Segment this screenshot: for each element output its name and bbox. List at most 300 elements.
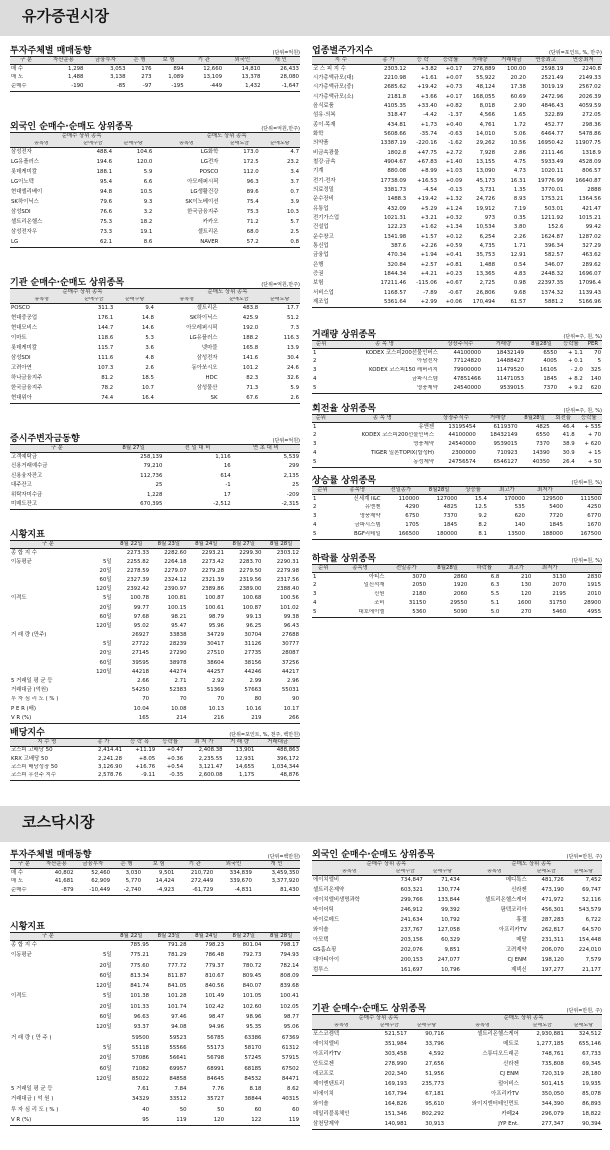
table-cell [10,585,86,594]
table-row [10,705,300,714]
table-cell: 289.62 [582,261,601,268]
table-cell: 4.83 [513,271,526,278]
table-cell: 4846.43 [541,102,564,109]
table-cell: 2.99 [249,678,262,685]
table-cell: +16.53 [417,177,438,184]
kospi-sector-index-section [312,44,602,308]
table-cell: 56641 [169,1055,187,1062]
table-cell [10,1043,86,1053]
table-cell: 501,415 [541,1080,564,1087]
table-cell: 154,448 [578,936,601,943]
column-header: 순매수량 [408,1023,445,1030]
table-row [10,188,300,198]
table-cell: +0.32 [445,214,463,221]
table-cell: 4955 [567,609,602,618]
table-cell: 전기·전자 [313,177,336,184]
table-cell: 27510 [206,650,225,657]
table-cell: NAVER [153,238,219,248]
table-cell: SK [155,394,219,404]
table-cell: 3,126.90 [98,764,123,771]
table-cell: 99.42 [585,224,601,231]
table-cell: 16 [223,463,231,470]
table-cell: 164,826 [384,1100,407,1107]
kospi-fall-top-section [312,552,602,618]
table-cell: 71082 [131,1065,150,1072]
table-cell: 4,735 [479,243,496,249]
table-cell: 387.6 [390,243,407,249]
table-cell: 192.0 [242,324,259,331]
table-cell: 2.96 [286,678,299,685]
table-cell: 16105 [539,367,558,374]
column-header: 순매도금 [520,1023,565,1030]
table-row [10,500,300,510]
table-cell: 운수장비 [313,196,334,203]
table-cell: 1753.21 [541,196,564,203]
table-cell: 40 [142,1106,150,1113]
table-cell: 통신업 [313,243,329,249]
table-row [10,951,300,961]
table-cell: TIGER 일본TOPIX(합성H) [370,450,435,457]
table-cell: 금파시스템 [411,376,438,383]
table-cell: 대주잔고 [11,482,32,489]
table-cell: 10,534 [476,224,496,231]
table-cell: -0.13 [448,186,463,193]
table-cell: 4,592 [428,1050,445,1057]
unit-label: (단위=주, 원, %) [563,408,602,414]
table-cell: 2888 [587,186,601,193]
table-cell: 30.9 [562,450,575,457]
table-cell: 27,656 [425,1060,445,1067]
table-cell: 2.26 [513,233,526,240]
table-cell: 118.6 [97,334,114,341]
table-row [10,472,300,482]
table-cell: 1 [313,495,317,502]
table-cell: 아남전자 [417,358,438,365]
table-cell: 61.57 [496,298,527,307]
table-cell: 813.34 [130,972,150,979]
table-cell: 8.62 [286,1086,299,1093]
table-cell: 62,909 [91,878,111,885]
table-cell: 9,851 [444,946,460,953]
table-row [10,558,300,567]
table-cell: 95.4 [100,178,113,185]
table-cell: 시가총액규모(중) [313,84,354,91]
table-cell: SK하이닉스 [189,314,218,321]
unit-label: (단위=만원, 주) [566,854,602,860]
column-header: 종목명 [445,1023,520,1030]
table-cell: 3 [313,367,317,374]
table-cell: 56785 [206,1034,225,1041]
table-cell: 5일 [102,993,112,1000]
table-cell: 13387.19 [380,140,407,147]
table-cell: 28,180 [582,1070,601,1077]
table-row [10,696,300,705]
table-cell: 894 [173,65,184,72]
table-cell: 2,408.38 [198,747,223,754]
table-cell: CJ ENM [499,1070,519,1077]
table-cell [86,1033,113,1043]
table-row [10,941,300,951]
table-cell: + 1.1 [568,349,583,356]
table-cell: 2283.70 [239,558,262,565]
table-cell: + 50 [576,459,602,468]
table-cell: 19,935 [582,1080,601,1087]
table-cell: 100.87 [242,604,262,611]
column-header [86,933,113,941]
table-cell: +0.59 [445,243,463,249]
table-cell: 신세계 I&C [353,495,381,502]
table-cell: 69957 [169,1065,187,1072]
table-cell: 2327.39 [126,576,150,583]
table-cell [10,567,86,576]
table-row [10,344,300,354]
table-cell [86,549,113,558]
table-cell: 2111.46 [541,149,564,156]
table-cell: 38604 [206,659,225,666]
table-cell: V R (%) [10,1116,86,1126]
table-cell: 8.1 [458,531,488,540]
table-cell: 아모텍 [313,936,329,943]
table-cell: 0.98 [513,280,526,287]
column-header: 순위 [312,415,330,423]
table-cell: 278,990 [384,1060,407,1067]
table-cell: 620 [584,385,602,394]
table-cell: 4,566 [479,112,496,119]
column-header: 외국인 [223,57,261,65]
table-cell: 101.38 [130,993,150,1000]
table-cell: LG화학 [200,149,219,156]
column-header: 순매도량 [565,869,602,876]
table-cell: +0.54 [166,764,184,771]
table-cell: 1844.34 [383,271,407,278]
table-cell: 1.71 [513,243,526,249]
table-cell: 1.65 [513,112,526,119]
table-row [312,102,602,111]
table-cell: 15.4 [474,495,487,502]
table-row [312,74,602,83]
table-cell: 52383 [169,687,187,694]
table-cell: 55173 [206,1044,225,1051]
table-cell: 303,458 [384,1050,407,1057]
table-cell: 44100000 [448,432,476,439]
table-cell: 100.61 [205,604,225,611]
table-cell: 19776.99 [537,177,564,184]
column-header: 순매수금 [371,1023,408,1030]
table-cell: 16950.42 [537,140,564,147]
table-cell: +0.07 [445,74,463,81]
table-cell: 하나금융지주 [11,374,43,381]
table-cell: 5.0 [468,609,500,618]
column-header: 8월 28일 [262,541,300,549]
table-cell: 거 래 량 ( 만 주 ) [11,1034,52,1041]
table-cell: 791.28 [167,942,187,949]
table-row [312,298,602,307]
table-cell [86,696,113,705]
column-header: 종목명 [461,869,528,876]
table-cell: 68.0 [246,228,259,235]
table-cell: 748,761 [541,1050,564,1057]
table-cell: 535 [514,504,525,511]
section-title: 투자주체별 매매동향 [10,850,92,860]
table-cell: 34329 [131,1096,150,1103]
table-cell: 메탈 [516,936,527,943]
table-cell: 5608.66 [383,130,407,137]
table-cell: 7.61 [137,1086,150,1093]
table-cell: 140,981 [371,1120,408,1130]
table-cell: 유엔젠 [364,504,381,511]
table-cell: 위탁자미수금 [11,491,43,498]
table-cell: 23.2 [286,158,299,165]
table-cell: +3.82 [420,65,438,72]
table-cell: 339,670 [229,878,252,885]
column-header: 8월28일 [420,487,458,495]
kospi-header-band [0,0,610,36]
table-cell: 신용거래예수금 [11,463,48,470]
table-cell: + 8.2 [568,376,583,383]
table-cell: 210 [521,573,532,580]
table-cell: 270 [500,609,532,618]
table-row [10,208,300,218]
table-cell: 351,984 [384,1040,407,1047]
table-cell: 210,720 [190,869,214,876]
table-row [312,531,602,540]
table-cell: 130 [521,582,532,589]
table-group-header: 순매도 상위 종목 [155,289,300,297]
table-cell: 68991 [206,1065,225,1072]
table-cell: 2279.07 [164,567,187,574]
table-row [10,304,300,314]
table-cell [10,1023,86,1033]
table-cell: 5933.49 [541,158,564,165]
table-row [10,631,300,640]
table-cell: 84471 [281,1075,299,1082]
table-cell: 화학 [313,130,324,137]
table-cell: 코스피 고배당 50 [11,747,53,754]
unit-label: (단위=원, %) [571,558,602,564]
column-header: 보 험 [142,861,175,869]
table-cell: 2521.49 [541,74,564,81]
table-cell: 127,058 [437,926,460,933]
column-header: 종목명 [10,297,74,304]
table-cell: 의약품 [313,140,329,147]
table-cell: 287,283 [541,916,564,923]
table-cell: 2830 [587,573,601,580]
table-cell: 0.54 [513,261,526,268]
table-cell: JYP Ent. [445,1120,520,1130]
table-cell: 2290.31 [276,558,299,565]
column-header [86,541,113,549]
table-cell: 151,346 [384,1110,407,1117]
table-cell: 1,277,185 [536,1040,564,1047]
table-cell: 2.6 [145,364,154,371]
table-cell: 현대위아 [10,394,74,404]
table-cell: 0.8 [260,238,300,248]
table-cell: 신원 [374,591,385,598]
table-row [10,747,300,756]
table-cell: 아프리카TV [313,1050,341,1057]
column-header: 8월28일 [525,341,558,349]
table-cell: 11479520 [496,367,524,374]
table-cell: -879 [38,887,74,896]
table-row [312,279,602,288]
table-row [312,916,602,926]
table-row [10,971,300,981]
table-cell: 2.92 [212,678,225,685]
column-header [567,565,602,573]
table-cell: 1015.21 [578,214,601,221]
table-cell: +8.99 [420,168,438,175]
table-cell: 2448.32 [541,271,564,278]
table-cell: 5,539 [283,453,299,460]
table-cell: 421.47 [582,205,601,212]
table-cell: 1845 [549,522,563,529]
table-cell: +1.32 [445,196,463,203]
table-cell [10,613,86,622]
table-cell: 2.90 [513,102,526,109]
table-cell: 33512 [169,1096,187,1103]
table-cell: 801.04 [242,942,262,949]
table-cell: LG유플러스 [11,158,40,165]
table-cell: 7720 [549,513,563,520]
table-row [312,149,602,158]
table-cell: 276,889 [472,65,496,72]
column-header: 8월 24일 [188,541,225,549]
table-cell: 1318.9 [582,149,601,156]
column-header: 거 래 량 [224,739,256,747]
table-cell: POSCO [11,305,30,312]
table-cell [86,631,113,640]
table-cell: LG이노텍 [11,178,34,185]
table-cell: 2180 [412,591,427,598]
column-header: 연중최저 [564,57,602,65]
table-cell: 7,928 [479,149,496,156]
kospi-market-indicators-section [10,528,300,724]
table-row [312,896,602,906]
table-cell: 425.9 [242,314,259,321]
table-cell: +0.47 [166,747,184,754]
table-cell: 96.43 [283,622,299,629]
table-cell: 127000 [436,495,458,502]
table-cell: 101.02 [280,604,299,611]
table-cell [10,1064,86,1074]
table-cell: 1,488 [68,74,84,81]
table-cell: 112,736 [140,472,163,479]
table-cell: +19.42 [417,84,438,91]
table-cell: 194.6 [96,158,113,165]
table-cell: 스튜디오드래곤 [482,1050,519,1057]
column-header: 기 관 [185,57,223,65]
table-cell: 5 거래일 평 균 등 [11,1086,53,1093]
table-cell: 70 [217,696,225,703]
kosdaq-foreign-top-table [312,860,602,976]
table-cell: 1,116 [215,453,231,460]
table-row [10,1043,300,1053]
table-row [10,148,300,158]
table-cell: 720,319 [541,1070,564,1077]
table-cell: 7370 [443,513,458,520]
table-cell: +2.72 [445,149,463,156]
table-cell: 음식료품 [313,102,334,109]
table-cell: 99.38 [283,613,299,620]
table-cell: 4.7 [290,149,299,156]
table-cell: 2,414.41 [98,747,123,754]
table-row [10,1085,300,1095]
table-cell: 95.02 [133,622,150,629]
table-cell: 38156 [244,659,262,666]
table-cell: 유통업 [313,205,329,212]
table-cell: 1 [313,573,317,580]
table-cell: 1845 [543,376,558,383]
table-cell: 96.25 [246,622,262,629]
table-row [10,1023,300,1033]
table-cell: 170,494 [463,298,496,307]
table-cell: 101.74 [167,1003,187,1010]
table-cell: 434.81 [387,121,407,128]
table-cell: 172.5 [243,158,259,165]
table-row [10,677,300,686]
kosdaq-header-title: 코스닥시장 [22,813,95,831]
table-cell: 69,345 [582,1060,601,1067]
table-cell: 기계 [313,168,324,175]
table-cell: 200,153 [400,956,423,963]
table-cell: 119 [262,1116,300,1126]
table-cell: 55118 [131,1044,150,1051]
table-cell: +5.29 [420,205,438,212]
table-cell: 18.2 [140,218,153,225]
table-cell: 98.79 [208,613,225,620]
section-title: 업종별주가지수 [312,46,373,56]
table-cell: 1211.92 [541,214,564,221]
table-cell: 219 [225,714,262,723]
table-cell: 41,681 [54,878,74,885]
table-cell: 5.3 [145,334,154,341]
table-cell: 503.01 [544,205,564,212]
table-cell: 115.7 [97,344,114,351]
table-row [312,459,602,468]
table-cell: 포스코켐텍 [313,1031,340,1038]
table-cell: 현대모비스 [11,324,38,331]
table-cell: 금파시스템 [354,522,381,529]
table-cell: 327.29 [582,243,601,249]
table-cell: +67.83 [417,158,438,165]
table-cell: 2303.12 [276,549,299,556]
table-row [10,453,300,463]
table-cell: 98.47 [208,1014,225,1021]
table-cell [86,677,113,686]
table-cell: 122 [225,1116,262,1126]
column-header: 등락률 [438,57,463,65]
unit-label: (단위=억원) [272,438,300,444]
table-cell: 26,806 [476,289,496,296]
table-cell: 231,311 [541,936,564,943]
table-cell: 10.13 [208,705,225,712]
table-cell: 2 [313,582,317,589]
table-cell: +1.73 [420,121,438,128]
table-cell: 3,030 [125,869,142,876]
table-cell: 780.72 [242,962,262,969]
table-cell: 4825 [535,423,550,430]
column-header: 순매도금 [528,869,565,876]
table-cell: 31750 [548,600,567,607]
table-cell: 4105.35 [383,102,407,109]
table-row [10,74,300,83]
table-cell: 165 [113,714,150,723]
table-cell: -35.74 [419,130,438,137]
table-row [10,374,300,384]
table-cell: 2,241.28 [98,755,123,762]
column-header: 8월28일 [427,565,468,573]
table-cell: 111500 [580,495,601,502]
